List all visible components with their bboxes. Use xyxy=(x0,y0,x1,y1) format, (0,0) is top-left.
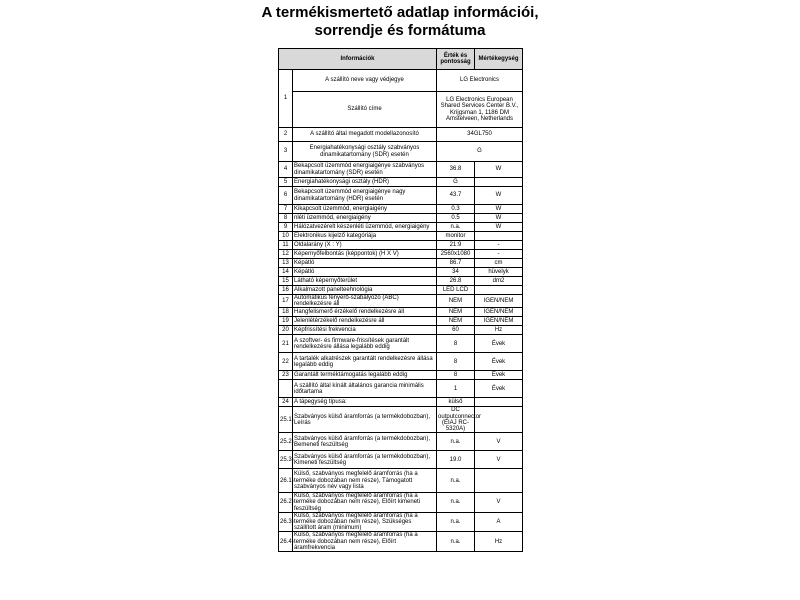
row-number: 25.3) xyxy=(279,451,293,469)
table-row xyxy=(279,335,523,353)
row-unit: - xyxy=(475,241,523,250)
row-value: monitor xyxy=(437,232,475,241)
row-value: 26.8 xyxy=(437,277,475,286)
row-value: 8 xyxy=(437,371,475,380)
row-number: 18 xyxy=(279,308,293,317)
row-label: Külső, szabványos megfelelő áramforrás (ha a terméke dobozában nem része), Előírt áramfrekvencia xyxy=(293,532,437,552)
table-row xyxy=(279,308,523,317)
row-value: G xyxy=(437,142,523,162)
row-value: 2560x1080 xyxy=(437,250,475,259)
row-unit: IGEN/NEM xyxy=(475,317,523,326)
table-row xyxy=(279,241,523,250)
row-label: Oldalarány (X : Y) xyxy=(293,241,437,250)
row-number: 17 xyxy=(279,295,293,308)
row-value: LG Electronics European Shared Services Center B.V., Krijgsman 1, 1186 DM Amstelveen, Netherlands xyxy=(437,92,523,128)
row-label: A tartalék alkatrészek garantált rendelkezésre állása legalább eddig xyxy=(293,353,437,371)
row-value: külső xyxy=(437,398,475,407)
header-value: Érték és pontosság xyxy=(437,49,475,70)
row-label: A szállító neve vagy védjegye xyxy=(293,70,437,92)
row-value: n.a. xyxy=(437,493,475,513)
row-value: NEM xyxy=(437,295,475,308)
table-row xyxy=(279,433,523,451)
row-value: 43.7 xyxy=(437,187,475,205)
header-info: Információk xyxy=(279,49,437,70)
row-unit: V xyxy=(475,451,523,469)
table-row xyxy=(279,92,523,128)
row-number: 14 xyxy=(279,268,293,277)
row-value: n.a. xyxy=(437,433,475,451)
row-value: 8 xyxy=(437,353,475,371)
row-label: Kikapcsolt üzemmód, energiaigény xyxy=(293,205,437,214)
table-row xyxy=(279,407,523,433)
row-label: Elektronikus kijelző kategóriája xyxy=(293,232,437,241)
row-number: 25.1) xyxy=(279,407,293,433)
row-number: 15 xyxy=(279,277,293,286)
row-label: Automatikus fényerő-szabályozó (ABC) rendelkezésre áll xyxy=(293,295,437,308)
row-unit: W xyxy=(475,187,523,205)
row-unit: Hz xyxy=(475,532,523,552)
row-number: 6 xyxy=(279,187,293,205)
row-label: A szoftver- és firmware-frissítések garantált rendelkezésre állása legalább eddig xyxy=(293,335,437,353)
row-unit: - xyxy=(475,250,523,259)
row-unit: Évek xyxy=(475,353,523,371)
product-info-table xyxy=(278,48,523,552)
row-label: Külső, szabványos megfelelő áramforrás (ha a terméke dobozában nem része), Támogatott szabványos név vagy lista xyxy=(293,469,437,493)
title-line-1: A termékismertető adatlap információi, xyxy=(261,4,539,21)
table-row xyxy=(279,142,523,162)
row-label: Hangfelismerő érzékelő rendelkezésre áll xyxy=(293,308,437,317)
table-row xyxy=(279,259,523,268)
row-value: 0.5 xyxy=(437,214,475,223)
row-unit: IGEN/NEM xyxy=(475,308,523,317)
table-row xyxy=(279,451,523,469)
table-row xyxy=(279,277,523,286)
row-number: 19 xyxy=(279,317,293,326)
table-row xyxy=(279,162,523,178)
row-label: Garantált terméktámogatás legalább eddig xyxy=(293,371,437,380)
row-unit: A xyxy=(475,512,523,532)
row-label: Jelenlétérzékelő rendelkezésre áll xyxy=(293,317,437,326)
row-value: 0.3 xyxy=(437,205,475,214)
row-value: 60 xyxy=(437,326,475,335)
row-unit: W xyxy=(475,162,523,178)
row-unit xyxy=(475,398,523,407)
row-number: 13 xyxy=(279,259,293,268)
table-row xyxy=(279,398,523,407)
row-number: 24 xyxy=(279,398,293,407)
row-unit xyxy=(475,286,523,295)
row-unit: Évek xyxy=(475,371,523,380)
row-unit: Hz xyxy=(475,326,523,335)
row-unit xyxy=(475,407,523,433)
row-unit: W xyxy=(475,205,523,214)
row-unit xyxy=(475,469,523,493)
row-value: n.a. xyxy=(437,532,475,552)
row-value: n.a. xyxy=(437,512,475,532)
row-label: Energiahatékonysági osztály szabványos dinamikatartomány (SDR) esetén xyxy=(293,142,437,162)
row-number: 20 xyxy=(279,326,293,335)
table-row xyxy=(279,187,523,205)
table-row xyxy=(279,268,523,277)
row-number: 10 xyxy=(279,232,293,241)
row-unit: Évek xyxy=(475,380,523,398)
row-number: 7 xyxy=(279,205,293,214)
row-value: n.a. xyxy=(437,223,475,232)
table-row xyxy=(279,205,523,214)
row-unit: hüvelyk xyxy=(475,268,523,277)
row-unit: W xyxy=(475,223,523,232)
table-row xyxy=(279,493,523,513)
row-label: Külső, szabványos megfelelő áramforrás (ha a terméke dobozában nem része), Előírt kimeneti feszültség xyxy=(293,493,437,513)
table-row xyxy=(279,250,523,259)
row-value: n.a. xyxy=(437,469,475,493)
table-header-row xyxy=(279,49,523,70)
row-label: Képátló xyxy=(293,268,437,277)
row-number: 16 xyxy=(279,286,293,295)
row-value: LED LCD xyxy=(437,286,475,295)
row-unit: W xyxy=(475,214,523,223)
row-number: 26.3) xyxy=(279,512,293,532)
row-value: DC outputconnector (EIAJ RC-5320A) xyxy=(438,407,482,433)
table-row xyxy=(279,223,523,232)
row-value: LG Electronics xyxy=(437,70,523,92)
row-unit xyxy=(475,178,523,187)
row-label: Alkalmazott panelteehnológia xyxy=(293,286,437,295)
row-number: 4 xyxy=(279,162,293,178)
row-value: 21:9 xyxy=(437,241,475,250)
row-number: 5 xyxy=(279,178,293,187)
row-number: 12 xyxy=(279,250,293,259)
row-label: A szállító által kínált általános garancia minimális időtartama xyxy=(293,380,437,398)
row-value: NEM xyxy=(437,308,475,317)
table-row xyxy=(279,512,523,532)
row-number: 26.1) xyxy=(279,469,293,493)
row-label: Szabványos külső áramforrás (a termékdobozban), Kimeneti feszültség xyxy=(293,451,437,469)
table-row xyxy=(279,353,523,371)
table-row xyxy=(279,317,523,326)
row-number: 1 xyxy=(279,70,293,128)
header-unit: Mértékegység xyxy=(475,49,523,70)
row-number: 2 xyxy=(279,128,293,142)
table-row xyxy=(279,371,523,380)
row-label: Hálózatvezérelt készenléti üzemmód, energiaigény xyxy=(293,223,437,232)
table-row xyxy=(279,70,523,92)
row-value: G xyxy=(437,178,475,187)
row-label: Képernyőfelbontás (képpontok) (H X V) xyxy=(293,250,437,259)
row-number: 26.4) xyxy=(279,532,293,552)
row-unit: cm xyxy=(475,259,523,268)
row-label: A szállító által megadott modellazonosító xyxy=(293,128,437,142)
row-unit: Évek xyxy=(475,335,523,353)
row-label: Energiahatékonysági osztály (HDR) xyxy=(293,178,437,187)
table-row xyxy=(279,232,523,241)
row-unit: IGEN/NEM xyxy=(475,295,523,308)
table-row xyxy=(279,178,523,187)
row-value: 34GL750 xyxy=(437,128,523,142)
table-row xyxy=(279,532,523,552)
row-unit: dm2 xyxy=(475,277,523,286)
row-number: 9 xyxy=(279,223,293,232)
row-number: 8 xyxy=(279,214,293,223)
table-row xyxy=(279,326,523,335)
row-label: Szabványos külső áramforrás (a termékdobozban), Bemeneti feszültség xyxy=(293,433,437,451)
row-value: 8 xyxy=(437,335,475,353)
row-label: Bekapcsolt üzemmód energiaigénye nagy dinamikatartomány (HDR) esetén xyxy=(293,187,437,205)
table-row xyxy=(279,469,523,493)
row-label: Látható képernyőterület xyxy=(293,277,437,286)
row-unit: V xyxy=(475,493,523,513)
row-label: Szabványos külső áramforrás (a termékdobozban), Leírás xyxy=(293,407,437,433)
row-value: 86.7 xyxy=(437,259,475,268)
table-row xyxy=(279,128,523,142)
row-number: 21 xyxy=(279,335,293,353)
row-number: 3 xyxy=(279,142,293,162)
row-value: 19.0 xyxy=(437,451,475,469)
title-line-2: sorrendje és formátuma xyxy=(314,22,486,39)
row-number: 26.2) xyxy=(279,493,293,513)
table-row xyxy=(279,214,523,223)
row-label: Szállító címe xyxy=(293,92,437,128)
row-number: 25.2) xyxy=(279,433,293,451)
row-number: 11 xyxy=(279,241,293,250)
row-label: Bekapcsolt üzemmód energiaigénye szabványos dinamikatartomány (SDR) esetén xyxy=(293,162,437,178)
row-value: NEM xyxy=(437,317,475,326)
row-number: 22 xyxy=(279,353,293,371)
row-label: Képátló xyxy=(293,259,437,268)
table-row xyxy=(279,380,523,398)
row-number xyxy=(279,380,293,398)
row-value: 1 xyxy=(437,380,475,398)
row-label: Külső, szabványos megfelelő áramforrás (ha a terméke dobozában nem része), Szükséges szállított áram (minimum) xyxy=(293,512,437,532)
row-unit xyxy=(475,232,523,241)
row-label: Képfrissítési frekvencia xyxy=(293,326,437,335)
row-number: 23 xyxy=(279,371,293,380)
row-value: 34 xyxy=(437,268,475,277)
row-label: nléti üzemmód, energiaigény xyxy=(293,214,437,223)
table-row xyxy=(279,295,523,308)
table-row xyxy=(279,286,523,295)
row-label: A tápegység típusa: xyxy=(293,398,437,407)
row-unit: V xyxy=(475,433,523,451)
page-title xyxy=(0,4,800,40)
row-value: 36.8 xyxy=(437,162,475,178)
